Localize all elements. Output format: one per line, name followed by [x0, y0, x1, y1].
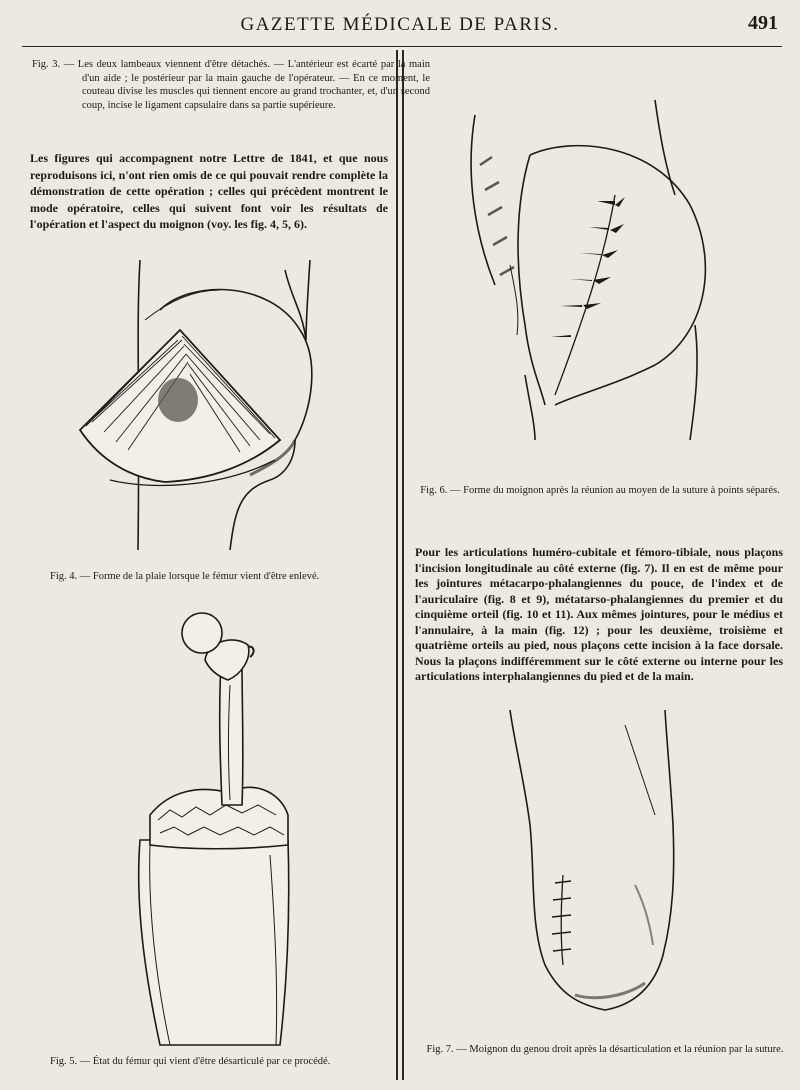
fig5-caption: Fig. 5. — État du fémur qui vient d'être désarticulé par ce procédé. [50, 1056, 331, 1067]
fig3-caption: Fig. 3. — Les deux lambeaux viennent d'être détachés. — L'antérieur est écarté par la main d'un aide ; le postérieur par la main gauche de l'opérateur. — En ce moment, le couteau divise les muscles qui tiennent encore au grand trochanter, et, d'un second coup, incise le ligament capsulaire dans sa partie supérieure. [32, 59, 430, 111]
column-divider-left [396, 50, 398, 1080]
fig7-illustration [505, 705, 695, 1015]
journal-title: GAZETTE MÉDICALE DE PARIS. [240, 14, 560, 35]
fig7-caption: Fig. 7. — Moignon du genou droit après la désarticulation et la réunion par la suture. [426, 1044, 784, 1055]
masthead [0, 8, 800, 44]
fig5-illustration [130, 605, 300, 1045]
fig6-caption: Fig. 6. — Forme du moignon après la réunion au moyen de la suture à points séparés. [420, 485, 780, 496]
fig4-caption: Fig. 4. — Forme de la plaie lorsque le fémur vient d'être enlevé. [50, 571, 320, 582]
left-paragraph: Les figures qui accompagnent notre Lettre de 1841, et que nous reproduisons ici, n'ont rien omis de ce qui pouvait rendre complète la démonstration de cette opération ; celles qui précèdent montrent le mode opératoire, celles qui suivent font voir les résultats de l'opération et l'aspect du moignon (voy. les fig. 4, 5, 6). [30, 151, 388, 231]
right-paragraph: Pour les articulations huméro-cubitale et fémoro-tibiale, nous plaçons l'incision longitudinale au côté externe (fig. 7). Il en est de même pour les jointures métacarpo-phalangiennes du pouce, de l'index et de l'auriculaire (fig. 8 et 9), métatarso-phalangiennes du premier et du cinquième orteil (fig. 10 et 11). Aux mêmes jointures, pour le médius et l'annulaire, à la main (fig. 12) ; pour les deuxième, troisième et quatrième orteils au pied, nous plaçons cette incision à la face dorsale. Nous la plaçons indifféremment sur le côté externe ou interne pour les articulations interphalangiennes du pied et de la main. [415, 545, 783, 683]
column-divider-right [402, 50, 404, 1080]
fig6-illustration [455, 95, 725, 445]
header-rule [22, 46, 782, 47]
page-number: 491 [748, 12, 778, 34]
fig4-illustration [70, 250, 340, 550]
